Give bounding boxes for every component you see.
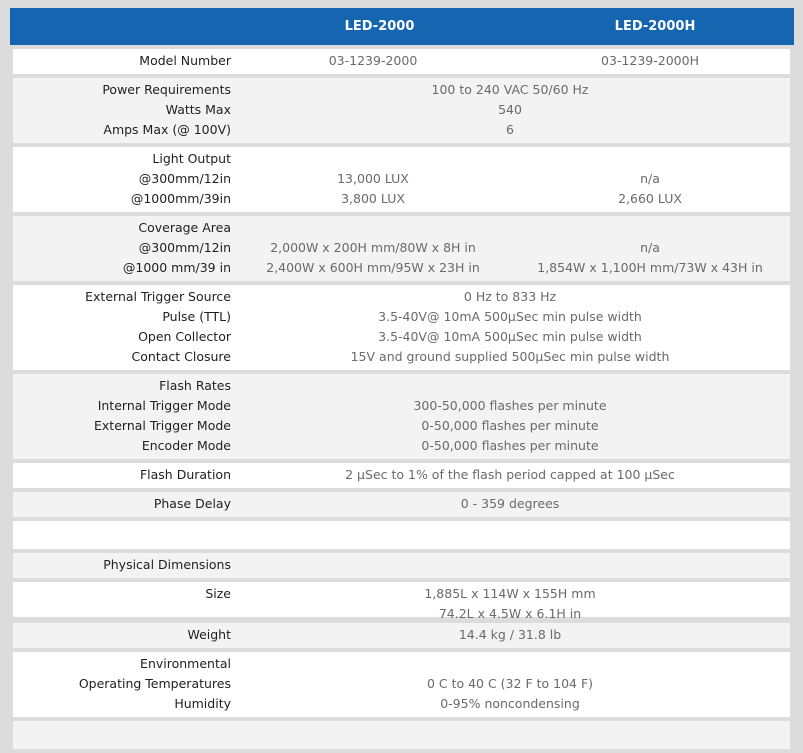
- group-coverage-area: [13, 216, 790, 281]
- value-shared: 14.4 kg / 31.8 lb: [458, 627, 562, 642]
- row-label: Coverage Area: [138, 220, 231, 235]
- table-row: [13, 100, 790, 120]
- group-spacer: [13, 521, 790, 549]
- table-row: [13, 287, 790, 307]
- value-shared: 0-95% noncondensing: [440, 696, 580, 711]
- value-led-2000: 13,000 LUX: [337, 171, 409, 186]
- value-shared: 1,885L x 114W x 155H mm: [424, 586, 596, 601]
- row-label: Operating Temperatures: [78, 676, 231, 691]
- value-shared: 0 C to 40 C (32 F to 104 F): [426, 676, 594, 691]
- table-row: [13, 396, 790, 416]
- row-label: Power Requirements: [102, 82, 231, 97]
- value-shared: 3.5-40V@ 10mA 500µSec min pulse width: [378, 309, 642, 324]
- group-environmental: [13, 652, 790, 717]
- row-label: Pulse (TTL): [162, 309, 231, 324]
- value-shared: 300-50,000 flashes per minute: [413, 398, 607, 413]
- group-model-number: [13, 49, 790, 74]
- row-label: Environmental: [140, 656, 231, 671]
- row-label: Amps Max (@ 100V): [103, 122, 231, 137]
- table-row: [13, 120, 790, 140]
- value-led-2000h: n/a: [640, 240, 660, 255]
- row-label: Internal Trigger Mode: [97, 398, 231, 413]
- value-shared: 0 Hz to 833 Hz: [463, 289, 557, 304]
- group-flash-rates: [13, 374, 790, 459]
- row-label: External Trigger Source: [85, 289, 231, 304]
- value-led-2000: 03-1239-2000: [328, 53, 418, 68]
- value-shared: 3.5-40V@ 10mA 500µSec min pulse width: [378, 329, 642, 344]
- value-shared: 6: [506, 122, 514, 137]
- table-row: [13, 80, 790, 100]
- table-header: [10, 8, 794, 45]
- row-label: @300mm/12in: [138, 171, 231, 186]
- row-label: External Trigger Mode: [94, 418, 231, 433]
- row-label: Light Output: [152, 151, 231, 166]
- spec-table: [13, 49, 790, 753]
- table-row: [13, 465, 790, 485]
- table-row: [13, 416, 790, 436]
- row-label: Flash Rates: [159, 378, 231, 393]
- table-row: [13, 258, 790, 278]
- row-label: @300mm/12in: [138, 240, 231, 255]
- group-flash-duration: [13, 463, 790, 488]
- value-led-2000h: 2,660 LUX: [618, 191, 682, 206]
- group-power: [13, 78, 790, 143]
- group-phase-delay: [13, 492, 790, 517]
- table-row: [13, 376, 790, 396]
- row-label: Phase Delay: [153, 496, 231, 511]
- table-row: [13, 51, 790, 71]
- value-led-2000h: 1,854W x 1,100H mm/73W x 43H in: [537, 260, 763, 275]
- row-label: Size: [205, 586, 231, 601]
- group-light-output: [13, 147, 790, 212]
- table-row: [13, 625, 790, 645]
- value-shared: 540: [498, 102, 522, 117]
- row-label: Watts Max: [165, 102, 231, 117]
- value-shared: 74.2L x 4.5W x 6.1H in: [438, 606, 582, 621]
- value-led-2000: 3,800 LUX: [341, 191, 405, 206]
- value-shared: 2 µSec to 1% of the flash period capped at 100 µSec: [345, 467, 675, 482]
- group-bottom-spacer: [13, 721, 790, 749]
- value-led-2000h: 03-1239-2000H: [601, 53, 699, 68]
- value-led-2000: 2,000W x 200H mm/80W x 8H in: [270, 240, 476, 255]
- row-label: Contact Closure: [131, 349, 231, 364]
- row-label: Flash Duration: [139, 467, 231, 482]
- table-row: [13, 189, 790, 209]
- table-row: [13, 169, 790, 189]
- row-label: @1000 mm/39 in: [122, 260, 231, 275]
- header-led-2000h: LED-2000H: [614, 19, 696, 34]
- table-row: [13, 555, 790, 575]
- value-shared: 15V and ground supplied 500µSec min pulse width: [350, 349, 670, 364]
- table-row: [13, 327, 790, 347]
- table-row: [13, 307, 790, 327]
- group-weight: [13, 623, 790, 648]
- row-label: @1000mm/39in: [130, 191, 231, 206]
- table-row: [13, 494, 790, 514]
- row-label: Weight: [187, 627, 231, 642]
- value-led-2000: 2,400W x 600H mm/95W x 23H in: [266, 260, 480, 275]
- value-shared: 0 - 359 degrees: [460, 496, 560, 511]
- table-row: [13, 149, 790, 169]
- group-physical-dimensions: [13, 553, 790, 578]
- group-size: [13, 582, 790, 621]
- group-external-trigger: [13, 285, 790, 370]
- table-row: [13, 218, 790, 238]
- table-row: [13, 238, 790, 258]
- header-led-2000: LED-2000: [344, 19, 415, 34]
- value-shared: 0-50,000 flashes per minute: [421, 438, 599, 453]
- table-row: [13, 654, 790, 674]
- row-label: Humidity: [174, 696, 231, 711]
- row-label: Open Collector: [138, 329, 231, 344]
- table-row: [13, 674, 790, 694]
- row-label: Encoder Mode: [141, 438, 231, 453]
- value-shared: 100 to 240 VAC 50/60 Hz: [431, 82, 589, 97]
- row-label: Model Number: [139, 53, 231, 68]
- table-row: [13, 347, 790, 367]
- table-row: [13, 436, 790, 456]
- table-row: [13, 694, 790, 714]
- value-shared: 0-50,000 flashes per minute: [421, 418, 599, 433]
- value-led-2000h: n/a: [640, 171, 660, 186]
- row-label: Physical Dimensions: [103, 557, 231, 572]
